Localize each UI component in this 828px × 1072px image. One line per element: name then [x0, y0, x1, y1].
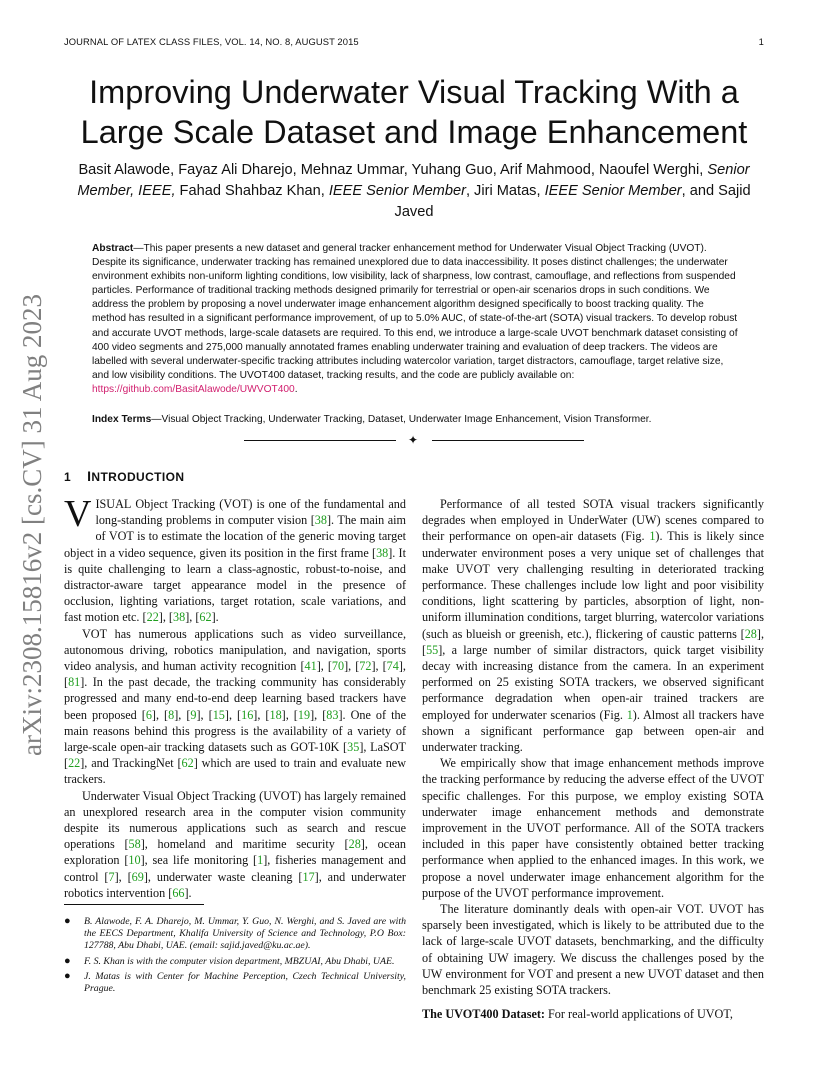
text: ], [ — [253, 707, 270, 722]
author-role-2: IEEE Senior Member — [328, 183, 466, 199]
bullet-icon: ● — [64, 969, 71, 982]
author-role-1: Senior Member, IEEE, — [77, 162, 750, 199]
figure-link[interactable]: 1 — [626, 707, 633, 722]
paragraph — [422, 496, 764, 755]
index-terms-text: —Visual Object Tracking, Underwater Tracking, Dataset, Underwater Image Enhancement, Vision Transformer. — [151, 414, 652, 425]
title-line-2: Large Scale Dataset and Image Enhancement — [80, 114, 748, 150]
citation-link[interactable]: 9 — [190, 707, 197, 722]
footnote-text: B. Alawode, F. A. Dharejo, M. Ummar, Y. Guo, N. Werghi, and S. Javed are with the EECS Department, Khalifa University of Science and Technology, P.O Box: 127788, Abu Dhabi, UAE. (email: sajid.javed@ku.ac.ae). — [84, 916, 406, 952]
citation-link[interactable]: 83 — [326, 707, 339, 722]
paragraph — [64, 493, 406, 626]
text: ], [ — [371, 659, 387, 674]
text: ], [ — [196, 707, 213, 722]
citation-link[interactable]: 10 — [128, 853, 141, 868]
index-terms — [92, 413, 740, 427]
citation-link[interactable]: 8 — [168, 707, 175, 722]
citation-link[interactable]: 74 — [386, 659, 399, 674]
bullet-icon: ● — [64, 954, 71, 967]
paragraph: The literature dominantly deals with open-air VOT. UVOT has sparsely been investigated, which is likely to be attributed due to the lack of large-scale UVOT datasets, benchmarking, and the difficulty of obtaining UW imagery. We discuss the challenges posed by the UW environment for VOT and present a new UVOT dataset and then benchmark 25 existing SOTA trackers. — [422, 902, 764, 998]
text: ] which are used to train and evaluate new trackers. — [64, 756, 407, 787]
citation-link[interactable]: 38 — [314, 513, 327, 528]
paragraph — [422, 1006, 764, 1022]
github-link[interactable]: https://github.com/BasitAlawode/UWVOT400 — [92, 383, 295, 395]
text: ]. The main aim of VOT is to estimate the location of the generic moving target object in a video sequence, given its position in the first frame [ — [64, 513, 406, 560]
citation-link[interactable]: 28 — [348, 837, 361, 852]
section-title-initial: I — [87, 468, 92, 484]
text: Object Tracking (VOT) is one of the fundamental and long-standing problems in computer vision [ — [95, 497, 406, 528]
page-number: 1 — [758, 36, 764, 47]
text: ). This is likely since underwater environment poses a very unique set of challenges that make UVOT very challenging resulting in deteriorated tracking performance. These challenges include low light and poor visibility conditions, light scattering by particles, absorption of light, non-uniform illumination conditions, target blurring, watercolor variations (such as blueish or greenish, etc.), flickering of caustic patterns [ — [422, 529, 764, 641]
text: ], [ — [151, 707, 169, 722]
text: ]. In the past decade, the tracking community has considerably progressed and many end-to-end deep learning based trackers have been proposed [ — [64, 675, 406, 722]
citation-link[interactable]: 17 — [302, 869, 315, 884]
citation-link[interactable]: 18 — [269, 707, 282, 722]
figure-link[interactable]: 1 — [649, 529, 656, 544]
citation-link[interactable]: 62 — [199, 610, 212, 625]
text: ], underwater waste cleaning [ — [143, 869, 303, 884]
text: ], LaSOT [ — [64, 740, 406, 771]
paragraph-heading: The UVOT400 Dataset: — [422, 1007, 545, 1022]
text: ], [ — [114, 869, 132, 884]
right-column — [422, 496, 764, 1023]
abstract-end: . — [294, 383, 298, 395]
section-heading — [64, 468, 184, 484]
bullet-icon: ● — [64, 915, 71, 927]
footnote-text: F. S. Khan is with the computer vision department, MBZUAI, Abu Dhabi, UAE. — [84, 955, 395, 967]
text: Performance of all tested SOTA visual trackers significantly degrades when employed in UnderWater (UW) scenes compared to their performance on open-air datasets (Fig. — [422, 497, 764, 544]
text: ]. One of the main reasons behind this progress is the availability of a variety of large-scale open-air tracking datasets such as GOT-10K [ — [64, 707, 406, 755]
text: ], [ — [174, 707, 191, 722]
citation-link[interactable]: 38 — [376, 545, 389, 560]
abstract-label: Abstract — [92, 243, 134, 254]
text: ]. — [184, 885, 192, 900]
section-title-rest: NTRODUCTION — [91, 470, 185, 484]
separator-rule-left — [244, 440, 396, 441]
paragraph — [64, 788, 406, 901]
text: ], [ — [185, 610, 200, 625]
citation-link[interactable]: 81 — [68, 675, 81, 690]
text: ], [ — [422, 626, 764, 657]
author-names-1: Basit Alawode, Fayaz Ali Dharejo, Mehnaz Ummar, Yuhang Guo, Arif Mahmood, Naoufel Werghi, — [78, 162, 708, 178]
text: ], and TrackingNet [ — [80, 756, 182, 771]
paragraph: We empirically show that image enhancement methods improve the tracking performance by reducing the adverse effect of the UVOT specific challenges. For this purpose, we employ existing SOTA underwater image enhancement methods and demonstrate improvement in the UVOT performance. All of the SOTA trackers included in this paper have consistently obtained better tracking performance when applied to the enhanced images. In this work, we propose a novel underwater image enhancement algorithm for the purpose of the UVOT performance improvement. — [422, 756, 764, 900]
text: ], and underwater robotics intervention [ — [64, 869, 406, 900]
footnote-item — [64, 956, 406, 968]
drop-cap: V — [64, 493, 92, 535]
citation-link[interactable]: 69 — [131, 869, 144, 884]
citation-link[interactable]: 66 — [172, 885, 185, 900]
text: ], [ — [316, 659, 332, 674]
citation-link[interactable]: 22 — [68, 756, 81, 771]
citation-link[interactable]: 22 — [146, 610, 159, 625]
diamond-icon: ✦ — [408, 433, 419, 447]
citation-link[interactable]: 7 — [108, 869, 115, 884]
citation-link[interactable]: 62 — [181, 756, 194, 771]
smallcaps-word: ISUAL — [95, 497, 132, 511]
text: ], [ — [281, 707, 298, 722]
arxiv-identifier-stamp[interactable]: arXiv:2308.15816v2 [cs.CV] 31 Aug 2023 — [17, 294, 47, 756]
author-names-2: Fahad Shahbaz Khan, — [175, 183, 329, 199]
citation-link[interactable]: 16 — [241, 707, 254, 722]
text: ], [ — [224, 707, 242, 722]
footnote-text: J. Matas is with Center for Machine Perception, Czech Technical University, Prague. — [84, 970, 406, 995]
citation-link[interactable]: 35 — [347, 740, 360, 755]
text: For real-world applications of UVOT, — [544, 1007, 733, 1022]
citation-link[interactable]: 41 — [304, 659, 317, 674]
index-terms-label: Index Terms — [92, 414, 152, 425]
title-line-1: Improving Underwater Visual Tracking With a — [89, 74, 739, 110]
author-names-4: , and Sajid Javed — [394, 183, 751, 220]
text: ]. — [211, 610, 219, 625]
citation-link[interactable]: 19 — [297, 707, 311, 722]
text: ], [ — [344, 659, 360, 674]
text: ], homeland and maritime security [ — [140, 837, 349, 852]
citation-link[interactable]: 55 — [426, 642, 439, 657]
paper-title — [40, 72, 788, 152]
citation-link[interactable]: 15 — [212, 707, 225, 722]
section-number: 1 — [64, 470, 72, 484]
text: ]. It is quite challenging to learn a class-agnostic, robust-to-noise, and distractor-aware target appearance model in the presence of occlusion, lighting variations, target rotation, scale variations, and fast motion etc. [ — [64, 545, 406, 625]
text: ], fisheries management and control [ — [64, 853, 406, 884]
text: VOT has numerous applications such as video surveillance, autonomous driving, robotics manipulation, and navigation, sports video analysis, and human activity recognition [ — [64, 626, 406, 674]
citation-link[interactable]: 72 — [359, 659, 372, 674]
citation-link[interactable]: 58 — [128, 837, 141, 852]
text: ). Almost all trackers have shown a significant performance gap between open-air and underwater tracking. — [422, 707, 764, 755]
citation-link[interactable]: 38 — [173, 610, 186, 625]
text: ], [ — [310, 707, 327, 722]
abstract-text: —This paper presents a new dataset and general tracker enhancement method for Underwater Visual Object Tracking (UVOT). Despite its significance, underwater tracking has remained unexplored due to data inaccessibility. It poses distinct challenges; the underwater environment exhibits non-uniform lighting conditions, low visibility, lack of sharpness, low contrast, camouflage, and reflections from suspended particles. Performance of traditional tracking methods designed primarily for terrestrial or open-air scenarios drops in such conditions. We address the problem by proposing a novel underwater image enhancement algorithm designed specifically to boost tracking quality. The method has resulted in a significant performance improvement, of up to 5.0% AUC, of state-of-the-art (SOTA) visual trackers. To develop robust and accurate UVOT methods, large-scale datasets are required. To this end, we introduce a large-scale UVOT benchmark dataset consisting of 400 video segments and 275,000 manually annotated frames enabling underwater training and evaluation of deep trackers. The videos are labelled with several underwater-specific tracking attributes including watercolor variation, target distractors, camouflage, target relative size, and low visibility conditions. The UVOT400 dataset, tracking results, and the code are publicly available on: — [92, 243, 738, 381]
author-role-3: IEEE Senior Member — [544, 183, 682, 199]
abstract — [92, 242, 740, 397]
citation-link[interactable]: 1 — [257, 853, 264, 868]
text: ], ocean exploration [ — [64, 837, 406, 868]
running-header — [64, 36, 764, 50]
footnotes — [64, 916, 406, 998]
text: ], [ — [64, 659, 406, 690]
footnote-item — [64, 971, 406, 995]
citation-link[interactable]: 28 — [744, 626, 757, 641]
citation-link[interactable]: 70 — [331, 659, 345, 674]
footnote-item — [64, 916, 406, 953]
citation-link[interactable]: 6 — [145, 707, 152, 722]
section-separator — [244, 433, 584, 447]
text: ], [ — [158, 610, 173, 625]
separator-rule-right — [432, 440, 584, 441]
text: Underwater Visual Object Tracking (UVOT) has largely remained an unexplored research area in the computer vision community despite its numerous applications such as search and rescue operations [ — [64, 788, 406, 852]
author-list — [60, 160, 768, 223]
text: ], sea life monitoring [ — [140, 853, 258, 868]
author-names-3: , Jiri Matas, — [465, 183, 545, 199]
text: ], a large number of similar distractors, quick target visibility decay with increasing distance from the camera. In an experiment performed on 25 existing SOTA trackers, we observed significant performance degradation when open-air trained trackers are employed for underwater scenarios (Fig. — [422, 642, 764, 722]
left-column — [64, 493, 407, 901]
footnote-rule — [64, 904, 204, 905]
paragraph — [64, 626, 406, 788]
journal-header: JOURNAL OF LATEX CLASS FILES, VOL. 14, NO. 8, AUGUST 2015 — [64, 36, 359, 47]
